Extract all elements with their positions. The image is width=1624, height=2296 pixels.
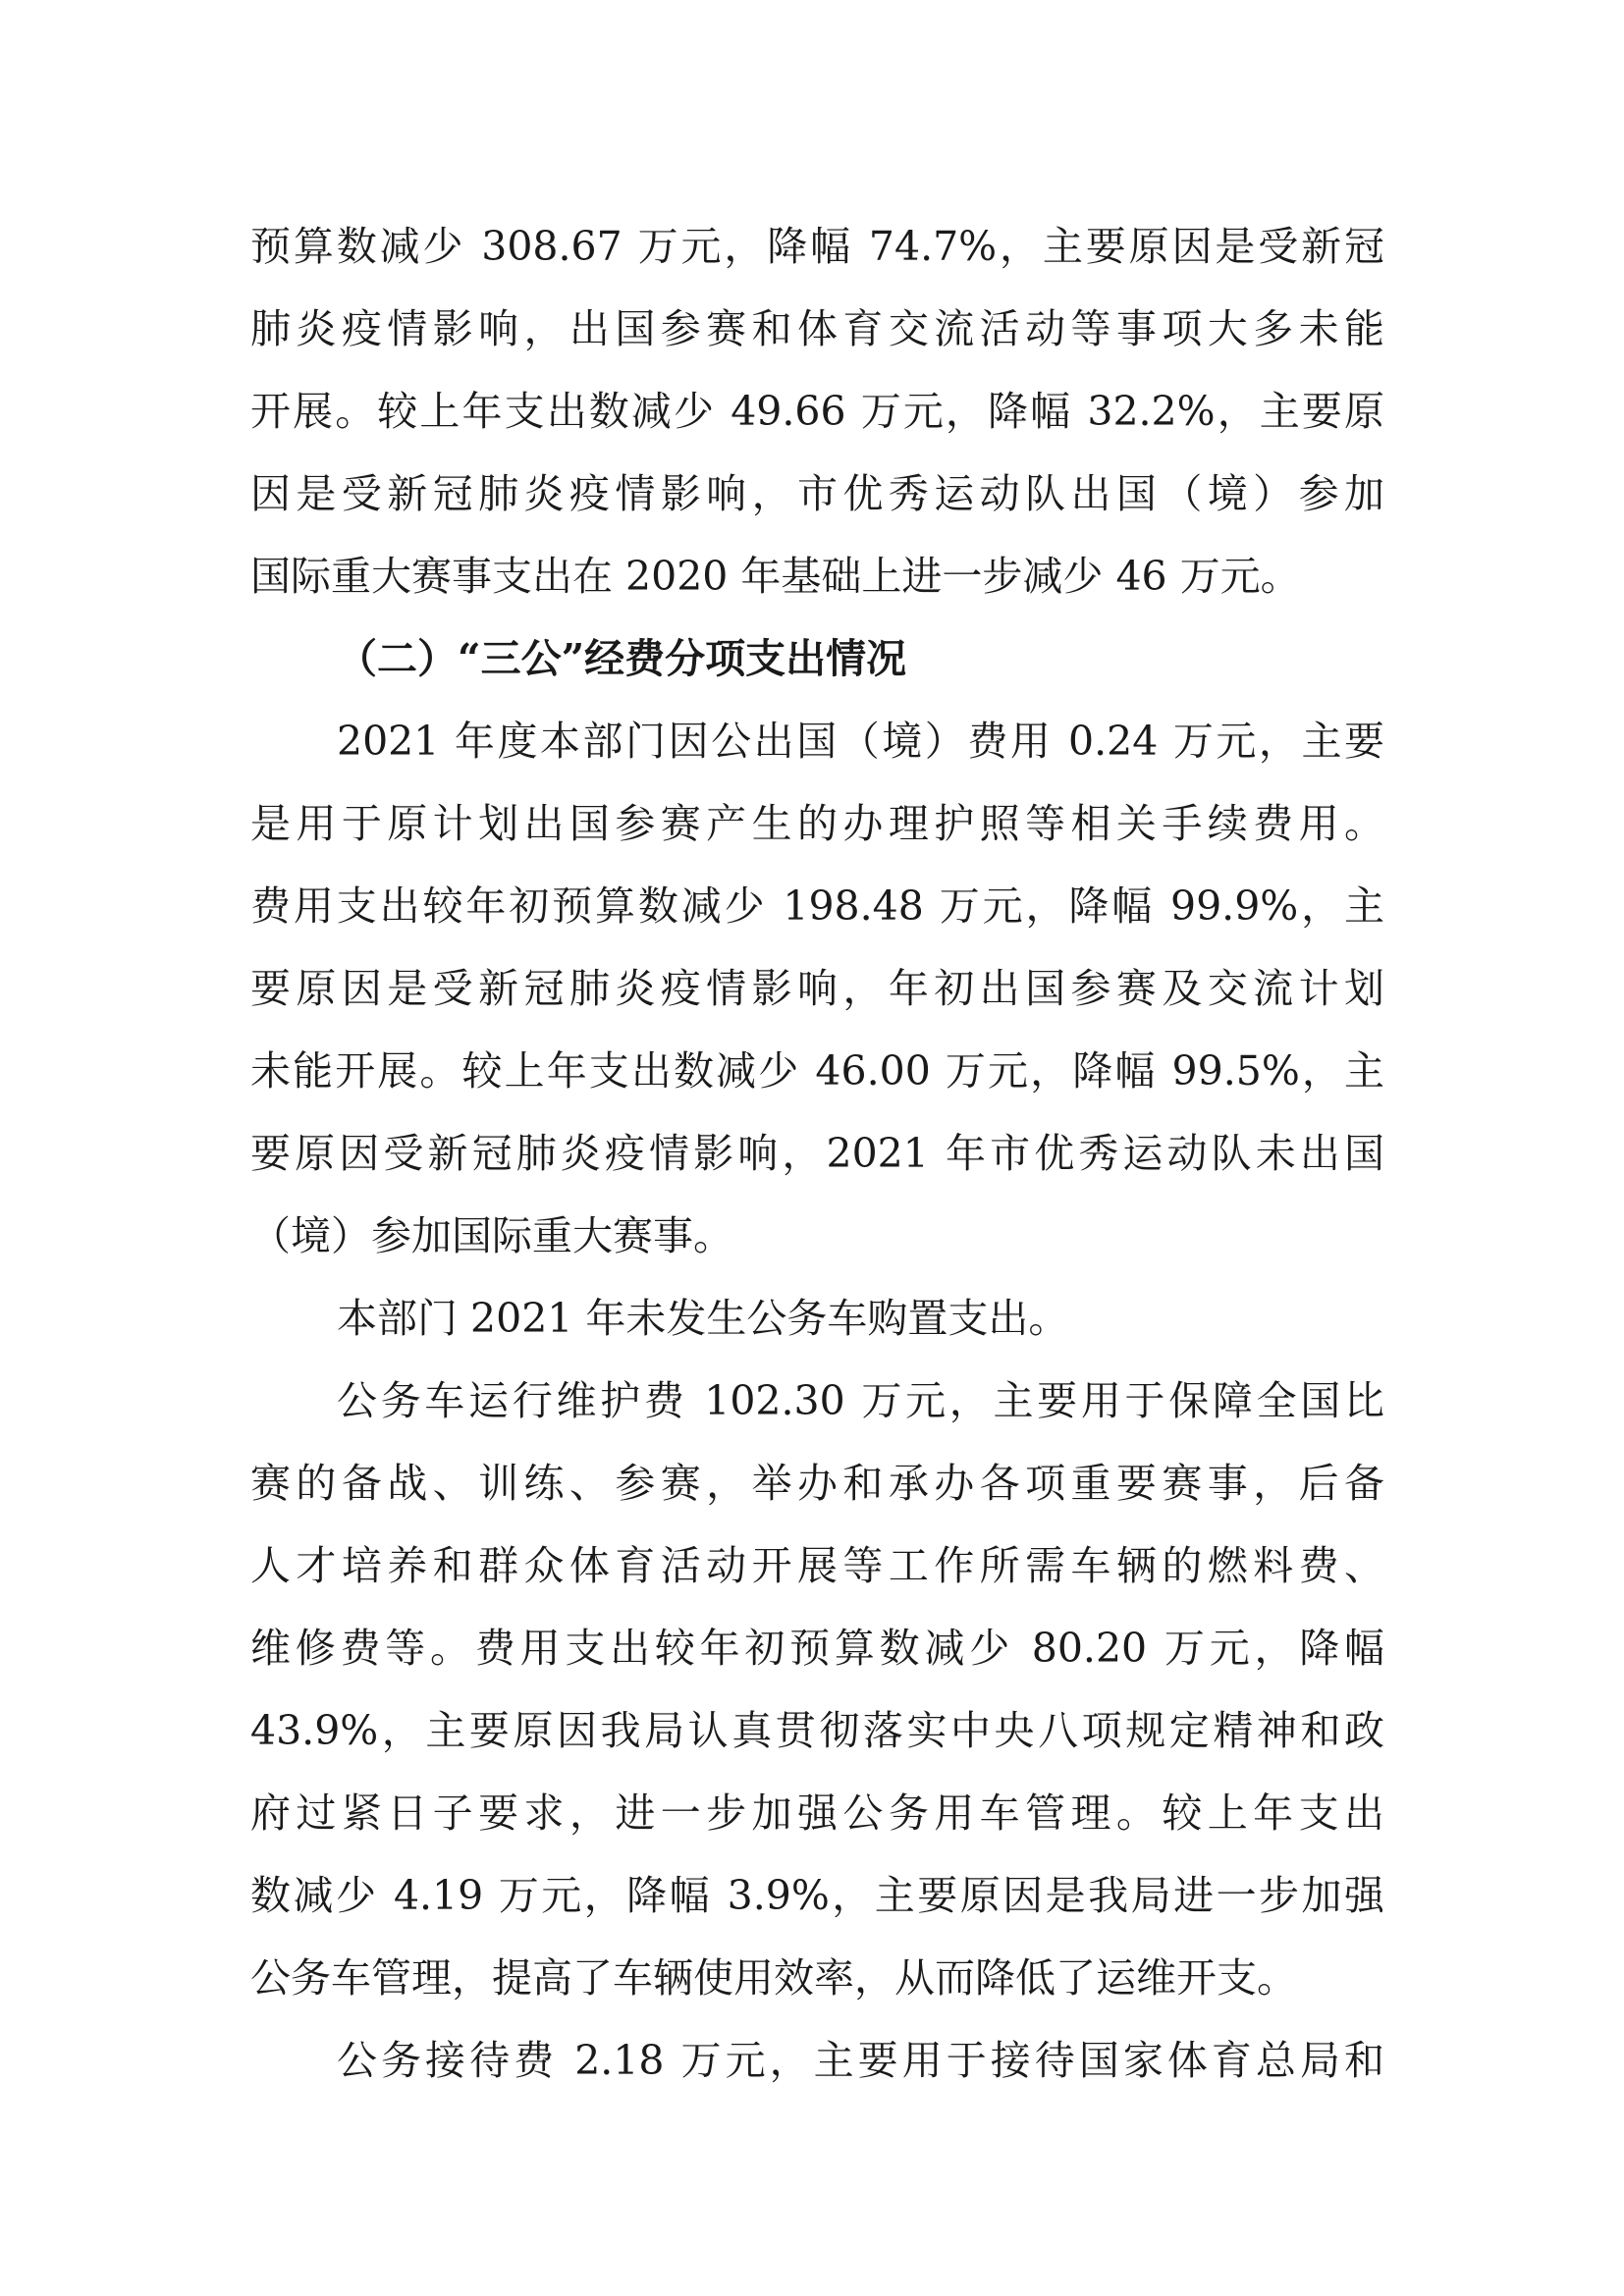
document-page	[250, 205, 1384, 2102]
paragraph-line: 2021 年度本部门因公出国（境）费用 0.24 万元，主要	[337, 718, 1384, 765]
paragraph-line: 未能开展。较上年支出数减少 46.00 万元，降幅 99.5%，主	[250, 1047, 1384, 1095]
paragraph-line: （境）参加国际重大赛事。	[250, 1212, 733, 1259]
paragraph-line: 赛的备战、训练、参赛，举办和承办各项重要赛事，后备	[250, 1460, 1384, 1507]
paragraph-line: 公务接待费 2.18 万元，主要用于接待国家体育总局和	[337, 2037, 1384, 2084]
paragraph-line: 公务车管理，提高了车辆使用效率，从而降低了运维开支。	[250, 1954, 1297, 2002]
paragraph-line: 43.9%，主要原因我局认真贯彻落实中央八项规定精神和政	[250, 1707, 1384, 1754]
paragraph-line: 费用支出较年初预算数减少 198.48 万元，降幅 99.9%，主	[250, 882, 1384, 930]
paragraph-line: 肺炎疫情影响，出国参赛和体育交流活动等事项大多未能	[250, 305, 1384, 352]
paragraph-line: 要原因是受新冠肺炎疫情影响，年初出国参赛及交流计划	[250, 965, 1384, 1012]
paragraph-line: 公务车运行维护费 102.30 万元，主要用于保障全国比	[337, 1377, 1384, 1424]
section-heading: （二）“三公”经费分项支出情况	[337, 635, 907, 682]
paragraph-line: 府过紧日子要求，进一步加强公务用车管理。较上年支出	[250, 1789, 1384, 1837]
paragraph-line: 因是受新冠肺炎疫情影响，市优秀运动队出国（境）参加	[250, 470, 1384, 517]
paragraph-line: 数减少 4.19 万元，降幅 3.9%，主要原因是我局进一步加强	[250, 1872, 1384, 1919]
paragraph-line: 维修费等。费用支出较年初预算数减少 80.20 万元，降幅	[250, 1625, 1384, 1672]
paragraph-line: 国际重大赛事支出在 2020 年基础上进一步减少 46 万元。	[250, 553, 1301, 600]
paragraph-line: 人才培养和群众体育活动开展等工作所需车辆的燃料费、	[250, 1542, 1384, 1589]
paragraph-line: 要原因受新冠肺炎疫情影响，2021 年市优秀运动队未出国	[250, 1130, 1384, 1177]
paragraph-line: 本部门 2021 年未发生公务车购置支出。	[337, 1295, 1069, 1342]
paragraph-line: 开展。较上年支出数减少 49.66 万元，降幅 32.2%，主要原	[250, 388, 1384, 435]
paragraph-line: 预算数减少 308.67 万元，降幅 74.7%，主要原因是受新冠	[250, 223, 1384, 270]
paragraph-line: 是用于原计划出国参赛产生的办理护照等相关手续费用。	[250, 800, 1384, 847]
